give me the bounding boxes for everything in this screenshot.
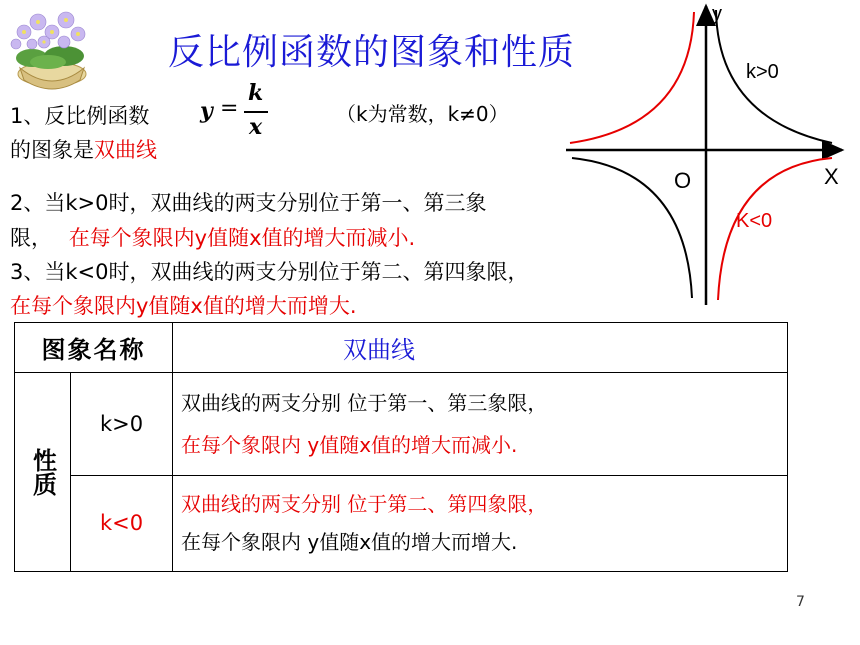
- item1-line2-red: 双曲线: [94, 138, 157, 162]
- desc-positive-line1: 双曲线的两支分别 位于第一、第三象限，: [181, 390, 548, 415]
- origin-label: O: [674, 168, 692, 193]
- y-axis-label: y: [712, 3, 722, 25]
- k-negative-label: K<0: [736, 210, 773, 232]
- item1-line2: [10, 134, 157, 164]
- properties-table: [14, 322, 788, 572]
- desc-negative-line1: 双曲线的两支分别 位于第二、第四象限，: [181, 492, 548, 517]
- cond-cell-positive: k>0: [71, 373, 173, 475]
- desc-negative-line2: 在每个象限内 y值随x值的增大而增大.: [181, 530, 518, 555]
- table-header-row: [15, 323, 788, 373]
- page-number: 7: [796, 594, 805, 610]
- table-row: [15, 373, 788, 475]
- table-row: [15, 475, 788, 571]
- desc-cell-positive: [173, 373, 788, 475]
- item1-note: （k为常数，k≠0）: [336, 102, 509, 126]
- fraction-bar: [244, 111, 268, 113]
- hyperbola-graph: [560, 0, 860, 310]
- item2-line1: 2、当k>0时，双曲线的两支分别位于第一、第三象: [10, 191, 487, 215]
- formula-denominator: x: [249, 114, 263, 140]
- formula-y: y: [200, 98, 213, 124]
- side-label-cell: [15, 373, 71, 572]
- item2-line2-black: 限，: [10, 226, 52, 250]
- curve-k-negative-q2: [570, 12, 694, 143]
- page-title: 反比例函数的图象和性质: [168, 32, 576, 73]
- item2-line2-red: 在每个象限内y值随x值的增大而减小.: [68, 226, 416, 250]
- item3-line1: 3、当k<0时，双曲线的两支分别位于第二、第四象限，: [10, 260, 529, 284]
- item2-line2: [10, 222, 415, 252]
- formula-numerator: k: [248, 80, 264, 106]
- desc-positive-line2: 在每个象限内 y值随x值的增大而减小.: [181, 432, 518, 457]
- flower-pot-icon: [2, 2, 98, 92]
- cond-cell-negative: k<0: [71, 475, 173, 571]
- x-axis-label: X: [824, 164, 839, 189]
- item3-line2: 在每个象限内y值随x值的增大而增大.: [10, 294, 357, 318]
- item1-prefix: 1、反比例函数: [10, 104, 150, 128]
- header-value-cell: 双曲线: [173, 323, 788, 373]
- desc-cell-negative: [173, 475, 788, 571]
- item1-line2-black: 的图象是: [10, 138, 94, 162]
- k-positive-label: k>0: [746, 61, 779, 83]
- formula-eq: =: [220, 96, 239, 121]
- formula: [200, 80, 272, 150]
- header-name-cell: 图象名称: [15, 323, 173, 373]
- side-label: 性质: [28, 448, 57, 497]
